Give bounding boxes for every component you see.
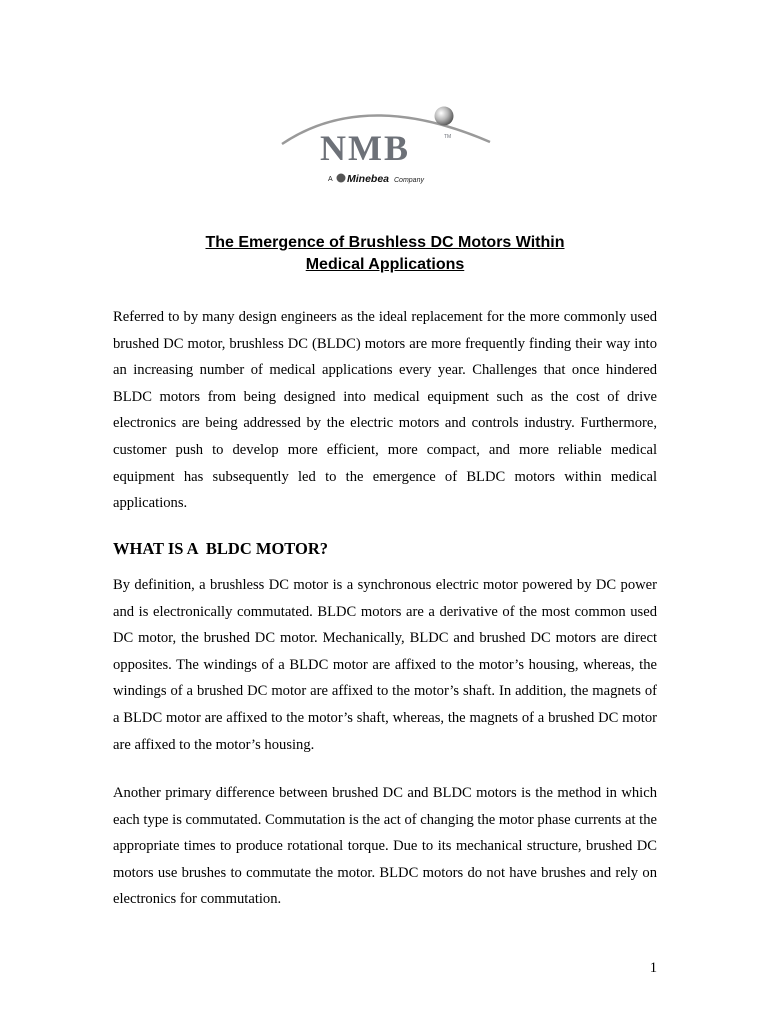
logo-trademark: TM <box>444 134 452 140</box>
logo-tagline-brand: Minebea <box>347 173 390 185</box>
nmb-logo-graphic <box>270 98 495 193</box>
logo-wordmark: NMB <box>320 128 410 168</box>
section-heading: WHAT IS A BLDC MOTOR? <box>113 539 329 558</box>
logo-sphere <box>435 107 454 126</box>
document-title <box>100 232 670 276</box>
page-number: 1 <box>649 960 657 976</box>
intro-paragraph: Referred to by many design engineers as the ideal replacement for the more commonly used brushed DC motor, brushless DC (BLDC) motors are more frequently finding their way into an increasing number of medical applications every year. Challenges that once hindered BLDC motors from being designed into medical equipment such as the cost of drive electronics are being addressed by the electric motors and controls industry. Furthermore, customer push to develop more efficient, more compact, and more reliable medical equipment has subsequently led to the emergence of BLDC motors within medical applications. <box>113 309 657 512</box>
logo-tagline-suffix: Company <box>394 177 424 184</box>
title-line-2: Medical Applications <box>305 256 465 273</box>
nmb-logo <box>270 98 495 193</box>
definition-paragraph: By definition, a brushless DC motor is a synchronous electric motor powered by DC power and is electronically commutated. BLDC motors are a derivative of the most common used DC motor, the brushed DC motor. Mechanically, BLDC and brushed DC motors are direct opposites. The windings of a BLDC motor are affixed to the motor’s housing, whereas, the windings of a brushed DC motor are affixed to the motor’s shaft. In addition, the magnets of a BLDC motor are affixed to the motor’s shaft, whereas, the magnets of a brushed DC motor are affixed to the motor’s housing. <box>113 577 657 753</box>
logo-tagline-prefix: A <box>328 176 333 183</box>
minebea-emblem-icon <box>337 174 346 183</box>
commutation-paragraph: Another primary difference between brushed DC and BLDC motors is the method in which each type is commutated. Commutation is the act of changing the motor phase currents at the appropriate times to produce rotational torque. Due to its mechanical structure, brushed DC motors use brushes to commutate the motor. BLDC motors do not have brushes and rely on electronics for commutation. <box>113 785 657 908</box>
title-line-1: The Emergence of Brushless DC Motors Within <box>205 234 565 251</box>
